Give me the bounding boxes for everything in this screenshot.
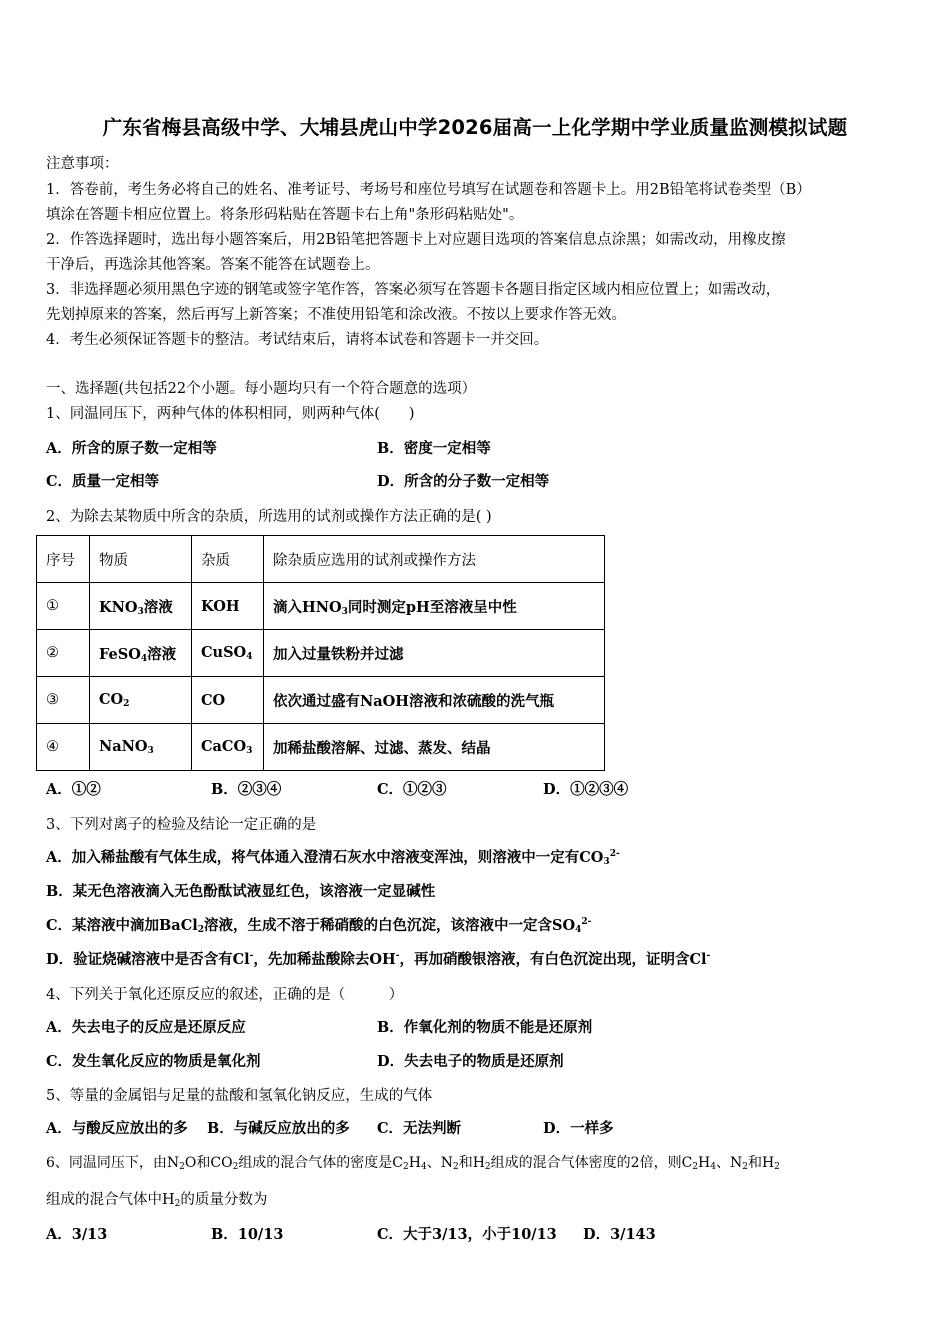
impurity-cell: CuSO$_4$ bbox=[192, 630, 264, 677]
notice-line: 填涂在答题卡相应位置上。将条形码粘贴在答题卡右上角"条形码粘贴处"。 bbox=[46, 207, 524, 223]
q2-option-a: A．①② bbox=[46, 781, 101, 798]
q6-option-d: D．3/143 bbox=[583, 1226, 656, 1243]
notice-line: 4．考生必须保证答题卡的整洁。考试结束后，请将本试卷和答题卡一并交回。 bbox=[46, 332, 549, 348]
q5-stem: 5、等量的金属铝与足量的盐酸和氢氧化钠反应，生成的气体 bbox=[46, 1088, 433, 1104]
q5-option-c: C．无法判断 bbox=[377, 1120, 462, 1137]
notice-line: 1．答卷前，考生务必将自己的姓名、准考证号、考场号和座位号填写在试题卷和答题卡上。用2B铅笔将试卷类型（B） bbox=[46, 182, 811, 198]
q5-option-b: B．与碱反应放出的多 bbox=[207, 1120, 350, 1137]
q2-option-b: B．②③④ bbox=[211, 781, 282, 798]
table-header-row bbox=[37, 536, 605, 583]
q3-stem: 3、下列对离子的检验及结论一定正确的是 bbox=[46, 817, 317, 833]
substance-cell: FeSO$_4$溶液 bbox=[90, 630, 192, 677]
impurity-cell: CO bbox=[192, 677, 264, 724]
q6-option-b: B．10/13 bbox=[211, 1226, 284, 1243]
notice-line: 先划掉原来的答案，然后再写上新答案；不准使用铅笔和涂改液。不按以上要求作答无效。 bbox=[46, 307, 626, 323]
q6-stem: 6、同温同压下，由$N_2O$和$CO_2$组成的混合气体的密度是$C_2H_4$、$N_2$和$H_2$组成的混合气体密度的2倍，则$C_2H_4$、$N_2$和$H_2$ bbox=[46, 1155, 780, 1172]
q1-stem: 1、同温同压下，两种气体的体积相同，则两种气体( ) bbox=[46, 406, 415, 422]
table-row bbox=[37, 677, 605, 724]
q1-option-c: C．质量一定相等 bbox=[46, 473, 160, 490]
header-cell: 杂质 bbox=[192, 536, 264, 583]
q1-option-a: A．所含的原子数一定相等 bbox=[46, 440, 217, 457]
q2-table bbox=[36, 535, 605, 771]
row-number: ④ bbox=[37, 724, 90, 771]
q4-option-d: D．失去电子的物质是还原剂 bbox=[377, 1053, 564, 1070]
q4-stem: 4、下列关于氧化还原反应的叙述，正确的是（ ） bbox=[46, 987, 404, 1003]
method-cell: 加稀盐酸溶解、过滤、蒸发、结晶 bbox=[264, 724, 605, 771]
q1-option-d: D．所含的分子数一定相等 bbox=[377, 473, 550, 490]
q4-option-b: B．作氧化剂的物质不能是还原剂 bbox=[377, 1019, 593, 1036]
row-number: ② bbox=[37, 630, 90, 677]
q1-option-b: B．密度一定相等 bbox=[377, 440, 491, 457]
header-cell: 除杂质应选用的试剂或操作方法 bbox=[264, 536, 605, 583]
table-row bbox=[37, 724, 605, 771]
substance-cell: $CO_2$ bbox=[90, 677, 192, 724]
method-cell: 滴入$HNO_3$同时测定pH至溶液呈中性 bbox=[264, 583, 605, 630]
q2-option-c: C．①②③ bbox=[377, 781, 447, 798]
exam-title: 广东省梅县高级中学、大埔县虎山中学2026届高一上化学期中学业质量监测模拟试题 bbox=[102, 116, 848, 139]
q4-option-a: A．失去电子的反应是还原反应 bbox=[46, 1019, 246, 1036]
header-cell: 物质 bbox=[90, 536, 192, 583]
notice-line: 2．作答选择题时，选出每小题答案后，用2B铅笔把答题卡上对应题目选项的答案信息点涂黑；如需改动，用橡皮擦 bbox=[46, 232, 786, 248]
method-cell: 依次通过盛有NaOH溶液和浓硫酸的洗气瓶 bbox=[264, 677, 605, 724]
q2-stem: 2、为除去某物质中所含的杂质，所选用的试剂或操作方法正确的是( ) bbox=[46, 509, 492, 525]
q5-option-a: A．与酸反应放出的多 bbox=[46, 1120, 188, 1137]
row-number: ① bbox=[37, 583, 90, 630]
row-number: ③ bbox=[37, 677, 90, 724]
q5-option-d: D．一样多 bbox=[543, 1120, 614, 1137]
q6-option-c: C．大于3/13，小于10/13 bbox=[377, 1226, 557, 1243]
impurity-cell: CaCO$_3$ bbox=[192, 724, 264, 771]
q6-option-a: A．3/13 bbox=[46, 1226, 108, 1243]
q2-option-d: D．①②③④ bbox=[543, 781, 629, 798]
table-row bbox=[37, 630, 605, 677]
section-heading: 一、选择题(共包括22个小题。每小题均只有一个符合题意的选项） bbox=[46, 381, 477, 397]
notice-line: 干净后，再选涂其他答案。答案不能答在试题卷上。 bbox=[46, 257, 380, 273]
q3-option-d: D．验证烧碱溶液中是否含有Cl-，先加稀盐酸除去OH-，再加硝酸银溶液，有白色沉淀出现，证明含Cl- bbox=[46, 951, 711, 968]
q3-option-c: C．某溶液中滴加BaCl$_2$溶液，生成不溶于稀硝酸的白色沉淀，该溶液中一定含$SO_4^{2-}$ bbox=[46, 917, 592, 935]
impurity-cell: KOH bbox=[192, 583, 264, 630]
substance-cell: $KNO_3$溶液 bbox=[90, 583, 192, 630]
substance-cell: NaNO$_3$ bbox=[90, 724, 192, 771]
q6-stem-line2: 组成的混合气体中$H_2$的质量分数为 bbox=[46, 1192, 268, 1209]
q3-option-b: B．某无色溶液滴入无色酚酞试液显红色，该溶液一定显碱性 bbox=[46, 883, 436, 900]
method-cell: 加入过量铁粉并过滤 bbox=[264, 630, 605, 677]
q3-option-a: A．加入稀盐酸有气体生成，将气体通入澄清石灰水中溶液变浑浊，则溶液中一定有$CO_3^{2-}$ bbox=[46, 849, 620, 867]
q4-option-c: C．发生氧化反应的物质是氧化剂 bbox=[46, 1053, 261, 1070]
header-cell: 序号 bbox=[37, 536, 90, 583]
notice-heading: 注意事项： bbox=[46, 156, 119, 172]
notice-line: 3．非选择题必须用黑色字迹的钢笔或签字笔作答，答案必须写在答题卡各题目指定区域内相应位置上；如需改动， bbox=[46, 282, 781, 298]
table-row bbox=[37, 583, 605, 630]
